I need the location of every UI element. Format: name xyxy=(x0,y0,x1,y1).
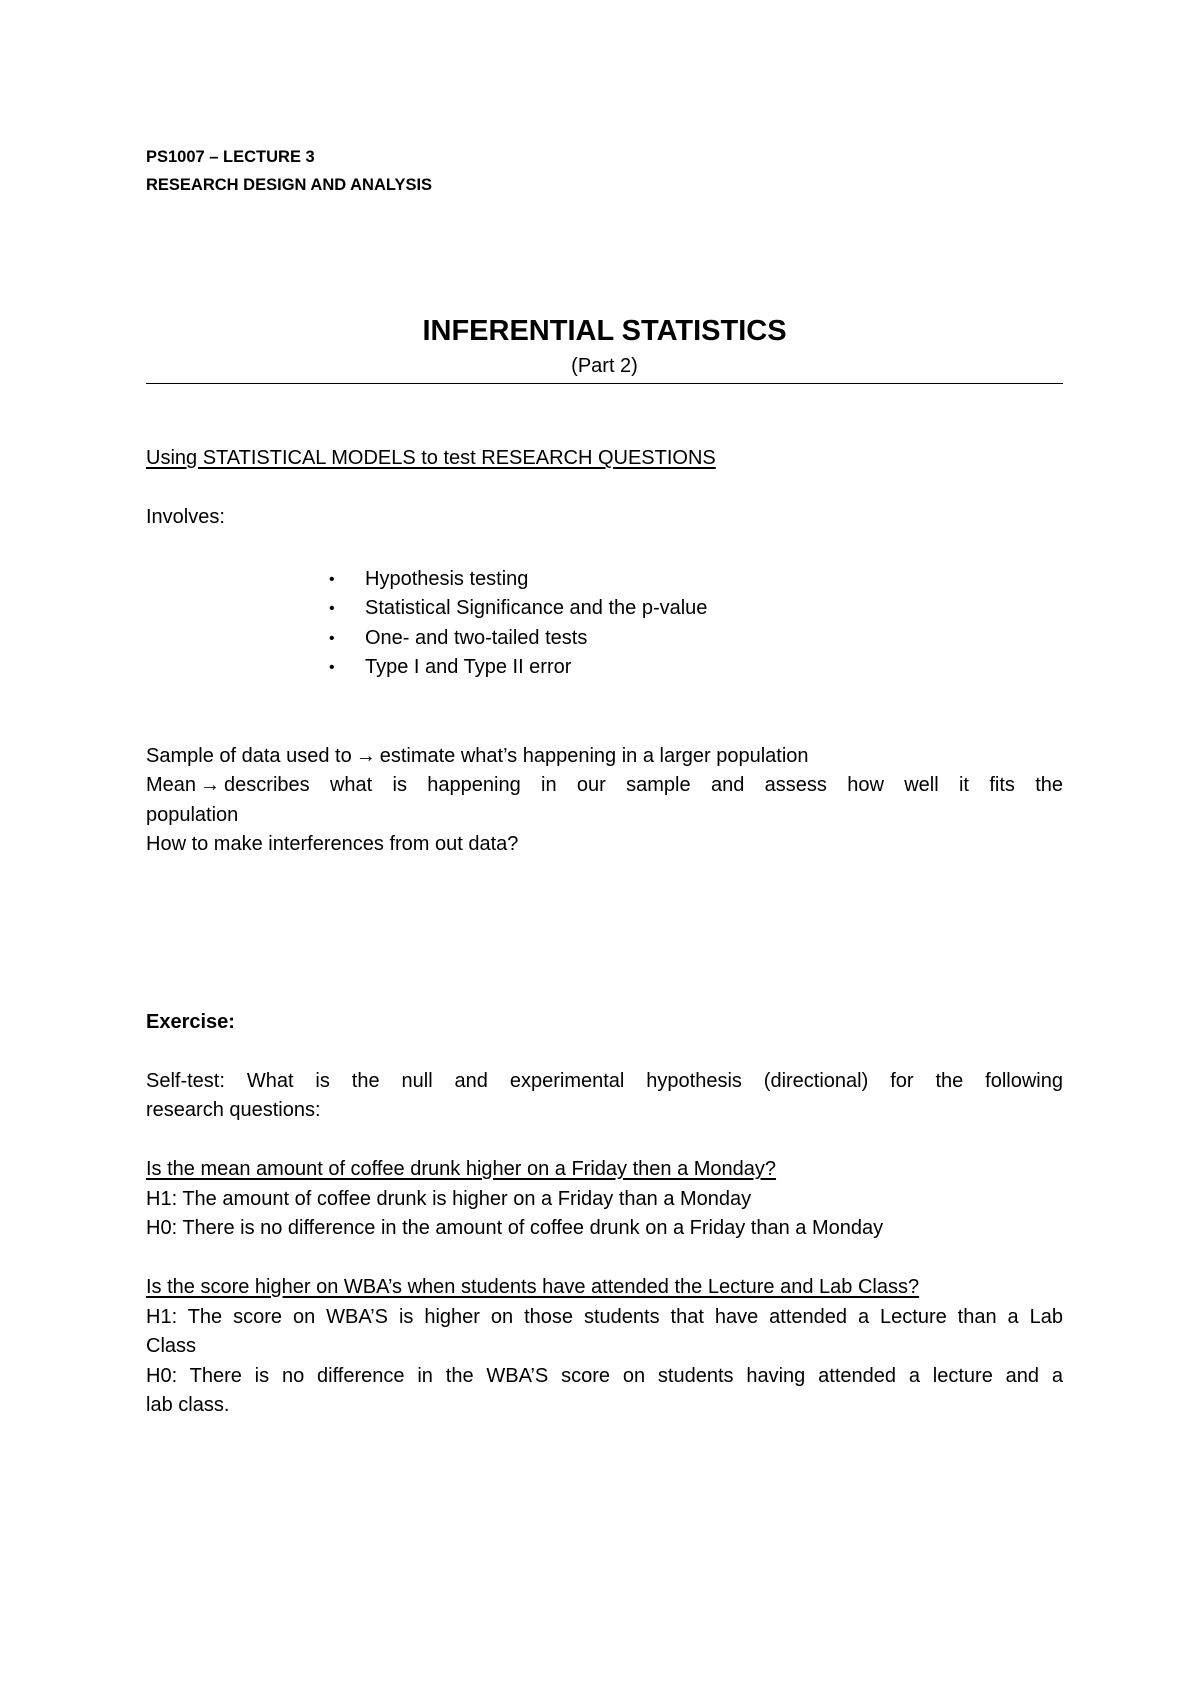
sample-line-start: Sample of data used to xyxy=(146,744,352,767)
bullet-icon: • xyxy=(329,629,335,647)
section-heading: Using STATISTICAL MODELS to test RESEARCH QUESTIONS xyxy=(146,447,716,469)
list-item-label: Type I and Type II error xyxy=(365,656,572,678)
hypothesis-h0-q2-continuation: lab class. xyxy=(146,1394,230,1416)
bullet-icon: • xyxy=(329,600,335,617)
list-item-label: Hypothesis testing xyxy=(365,567,529,590)
arrow-right-icon: → xyxy=(200,774,221,796)
mean-line-end: describes what is happening in our sample and assess how well it fits the xyxy=(224,774,1063,796)
research-question-1: Is the mean amount of coffee drunk higher on a Friday then a Monday? xyxy=(146,1158,777,1180)
hypothesis-h0-q2: H0: There is no difference in the WBA’S score on students having attended a lecture and a xyxy=(146,1364,1063,1387)
hypothesis-h0-q1: H0: There is no difference in the amount of coffee drunk on a Friday than a Monday xyxy=(146,1217,884,1239)
hypothesis-h1-q2: H1: The score on WBA’S is higher on those students that have attended a Lecture than a Lab xyxy=(146,1305,1063,1328)
bullet-icon: • xyxy=(329,570,335,588)
course-code-line: PS1007 – LECTURE 3 xyxy=(146,148,315,166)
exercise-label: Exercise: xyxy=(146,1010,235,1033)
exercise-intro-line: Self-test: What is the null and experimental hypothesis (directional) for the following xyxy=(146,1069,1063,1092)
hypothesis-h1-q1: H1: The amount of coffee drunk is higher on a Friday than a Monday xyxy=(146,1187,752,1210)
research-question-2: Is the score higher on WBA’s when students have attended the Lecture and Lab Class? xyxy=(146,1276,920,1298)
document-content xyxy=(146,143,1063,1421)
topic-list xyxy=(146,565,1063,683)
mean-line xyxy=(146,771,1063,801)
module-title-line: RESEARCH DESIGN AND ANALYSIS xyxy=(146,176,433,194)
list-item xyxy=(329,653,1063,683)
exercise-intro-line-2: research questions: xyxy=(146,1099,321,1121)
arrow-right-icon: → xyxy=(355,744,376,767)
page-subtitle: (Part 2) xyxy=(571,355,638,377)
list-item xyxy=(329,624,1063,654)
sample-line-end: estimate what’s happening in a larger population xyxy=(379,744,809,767)
list-item-label: Statistical Significance and the p-value xyxy=(365,597,708,619)
bullet-icon: • xyxy=(329,659,335,676)
title-block xyxy=(146,313,1063,381)
list-item xyxy=(329,565,1063,595)
sample-line xyxy=(146,742,1063,772)
mean-line-continuation: population xyxy=(146,803,239,826)
involves-label: Involves: xyxy=(146,506,225,528)
list-item-label: One- and two-tailed tests xyxy=(365,626,588,649)
mean-line-start: Mean xyxy=(146,774,197,796)
hypothesis-h1-q2-continuation: Class xyxy=(146,1335,197,1357)
page-title: INFERENTIAL STATISTICS xyxy=(422,315,787,347)
inference-question-line: How to make interferences from out data? xyxy=(146,833,519,855)
list-item xyxy=(329,594,1063,624)
